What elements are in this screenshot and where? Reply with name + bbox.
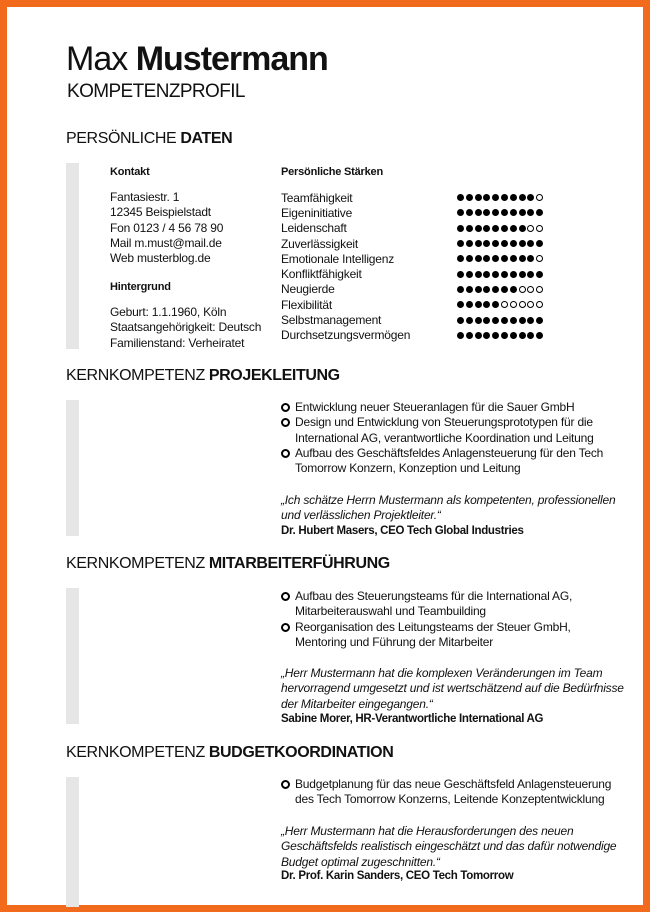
filled-dot-icon: [527, 332, 534, 339]
empty-dot-icon: [536, 194, 543, 201]
section-sidebar-bar: [66, 588, 79, 724]
rating-dots: [457, 240, 543, 247]
filled-dot-icon: [536, 209, 543, 216]
empty-dot-icon: [519, 286, 526, 293]
rating-dots: [457, 286, 543, 293]
bullet-text: Entwicklung neuer Steueranlagen für die Sauer GmbH: [295, 400, 575, 414]
filled-dot-icon: [527, 317, 534, 324]
filled-dot-icon: [492, 240, 499, 247]
strength-name: Leidenschaft: [281, 221, 347, 236]
filled-dot-icon: [510, 255, 517, 262]
filled-dot-icon: [457, 301, 464, 308]
filled-dot-icon: [536, 317, 543, 324]
filled-dot-icon: [492, 225, 499, 232]
filled-dot-icon: [483, 317, 490, 324]
filled-dot-icon: [501, 255, 508, 262]
bullet-ring-icon: [281, 780, 290, 789]
section-heading-bold: MITARBEITERFÜHRUNG: [208, 555, 390, 572]
filled-dot-icon: [475, 271, 482, 278]
section-heading-bold: PROJEKLEITUNG: [208, 367, 340, 384]
bullet-text: Aufbau des Steuerungsteams für die International AG, Mitarbeiterauswahl und Teambuilding: [295, 589, 573, 619]
filled-dot-icon: [457, 286, 464, 293]
filled-dot-icon: [457, 271, 464, 278]
rating-dots: [457, 225, 543, 232]
section-sidebar-bar: [66, 163, 79, 349]
section-sidebar-bar: [66, 400, 79, 536]
filled-dot-icon: [501, 286, 508, 293]
filled-dot-icon: [519, 209, 526, 216]
filled-dot-icon: [501, 271, 508, 278]
filled-dot-icon: [483, 301, 490, 308]
filled-dot-icon: [475, 332, 482, 339]
filled-dot-icon: [510, 225, 517, 232]
bullet-ring-icon: [281, 592, 290, 601]
filled-dot-icon: [475, 240, 482, 247]
section-heading-bold: DATEN: [180, 130, 233, 147]
rating-dots: [457, 194, 543, 201]
filled-dot-icon: [527, 271, 534, 278]
filled-dot-icon: [501, 240, 508, 247]
contact-label: Kontakt: [110, 166, 150, 178]
filled-dot-icon: [519, 194, 526, 201]
strength-row: [281, 251, 543, 266]
filled-dot-icon: [475, 286, 482, 293]
empty-dot-icon: [527, 286, 534, 293]
filled-dot-icon: [501, 317, 508, 324]
filled-dot-icon: [457, 194, 464, 201]
contact-email: Mail m.must@mail.de: [110, 235, 222, 250]
filled-dot-icon: [510, 332, 517, 339]
rating-dots: [457, 317, 543, 324]
filled-dot-icon: [475, 255, 482, 262]
bullet-text: Reorganisation des Leitungsteams der Steuer GmbH, Mentoring und Führung der Mitarbeiter: [295, 619, 571, 649]
contact-address: Fantasiestr. 1: [110, 190, 180, 204]
filled-dot-icon: [527, 209, 534, 216]
list-item: [281, 415, 615, 446]
filled-dot-icon: [466, 317, 473, 324]
filled-dot-icon: [501, 209, 508, 216]
strength-name: Zuverlässigkeit: [281, 236, 359, 251]
bullet-ring-icon: [281, 623, 290, 632]
filled-dot-icon: [492, 301, 499, 308]
strength-name: Emotionale Intelligenz: [281, 251, 395, 266]
filled-dot-icon: [457, 225, 464, 232]
rating-dots: [457, 332, 543, 339]
filled-dot-icon: [492, 332, 499, 339]
filled-dot-icon: [466, 240, 473, 247]
empty-dot-icon: [527, 225, 534, 232]
section-heading-mitarbeiterfuehrung: [66, 554, 390, 574]
filled-dot-icon: [475, 225, 482, 232]
empty-dot-icon: [536, 255, 543, 262]
filled-dot-icon: [527, 255, 534, 262]
filled-dot-icon: [519, 225, 526, 232]
filled-dot-icon: [510, 286, 517, 293]
filled-dot-icon: [466, 255, 473, 262]
strength-row: [281, 190, 543, 205]
empty-dot-icon: [536, 225, 543, 232]
testimonial-quote: „Herr Mustermann hat die Herausforderungen des neuen Geschäftsfelds realistisch eingeschätzt und das dafür notwendige Budget optimal zugeschnitten.“: [281, 824, 617, 869]
first-name: Max: [66, 40, 128, 78]
filled-dot-icon: [457, 255, 464, 262]
section-heading-light: KERNKOMPETENZ: [66, 555, 205, 572]
list-item: [281, 777, 615, 808]
document-subtitle: KOMPETENZPROFIL: [67, 81, 245, 102]
filled-dot-icon: [510, 317, 517, 324]
filled-dot-icon: [466, 301, 473, 308]
filled-dot-icon: [519, 332, 526, 339]
strength-name: Teamfähigkeit: [281, 190, 353, 205]
rating-dots: [457, 301, 543, 308]
filled-dot-icon: [501, 332, 508, 339]
bullet-ring-icon: [281, 418, 290, 427]
contact-web: Web musterblog.de: [110, 251, 211, 266]
strength-name: Durchsetzungsvermögen: [281, 328, 411, 343]
filled-dot-icon: [483, 255, 490, 262]
strength-row: [281, 282, 543, 297]
section-heading-light: PERSÖNLICHE: [66, 130, 177, 147]
filled-dot-icon: [466, 332, 473, 339]
strengths-label: Persönliche Stärken: [281, 166, 383, 178]
filled-dot-icon: [457, 240, 464, 247]
filled-dot-icon: [492, 271, 499, 278]
strengths-list: [281, 190, 543, 343]
empty-dot-icon: [536, 286, 543, 293]
list-item: [281, 446, 615, 477]
strength-row: [281, 328, 543, 343]
filled-dot-icon: [510, 271, 517, 278]
list-item: [281, 620, 615, 651]
filled-dot-icon: [519, 317, 526, 324]
filled-dot-icon: [483, 209, 490, 216]
filled-dot-icon: [466, 194, 473, 201]
filled-dot-icon: [519, 255, 526, 262]
filled-dot-icon: [501, 194, 508, 201]
filled-dot-icon: [475, 301, 482, 308]
filled-dot-icon: [466, 209, 473, 216]
filled-dot-icon: [483, 286, 490, 293]
filled-dot-icon: [492, 209, 499, 216]
filled-dot-icon: [501, 225, 508, 232]
testimonial-author: Sabine Morer, HR-Verantwortliche International AG: [281, 713, 544, 725]
rating-dots: [457, 209, 543, 216]
filled-dot-icon: [510, 209, 517, 216]
empty-dot-icon: [510, 301, 517, 308]
section-sidebar-bar: [66, 777, 79, 907]
filled-dot-icon: [475, 317, 482, 324]
bullet-list: [281, 777, 615, 808]
filled-dot-icon: [519, 271, 526, 278]
bullet-ring-icon: [281, 403, 290, 412]
strength-row: [281, 205, 543, 220]
filled-dot-icon: [492, 317, 499, 324]
bullet-list: [281, 400, 615, 476]
filled-dot-icon: [475, 209, 482, 216]
filled-dot-icon: [492, 286, 499, 293]
filled-dot-icon: [519, 240, 526, 247]
filled-dot-icon: [536, 240, 543, 247]
bullet-text: Aufbau des Geschäftsfeldes Anlagensteuerung für den Tech Tomorrow Konzern, Konzeption und Leitung: [295, 445, 604, 476]
strength-name: Flexibilität: [281, 297, 332, 312]
testimonial-author: Dr. Hubert Masers, CEO Tech Global Industries: [281, 525, 524, 537]
strength-row: [281, 297, 543, 312]
contact-city: 12345 Beispielstadt: [110, 205, 211, 220]
background-label: Hintergrund: [110, 281, 171, 293]
filled-dot-icon: [510, 240, 517, 247]
filled-dot-icon: [510, 194, 517, 201]
background-birth: Geburt: 1.1.1960, Köln: [110, 305, 227, 319]
strength-row: [281, 312, 543, 327]
filled-dot-icon: [483, 194, 490, 201]
strength-row: [281, 221, 543, 236]
section-heading-bold: BUDGETKOORDINATION: [208, 744, 394, 761]
strength-name: Eigeninitiative: [281, 205, 353, 220]
filled-dot-icon: [527, 240, 534, 247]
last-name: Mustermann: [135, 40, 328, 78]
filled-dot-icon: [457, 209, 464, 216]
testimonial-author: Dr. Prof. Karin Sanders, CEO Tech Tomorrow: [281, 870, 514, 882]
strength-name: Selbstmanagement: [281, 313, 382, 328]
filled-dot-icon: [483, 271, 490, 278]
strength-row: [281, 266, 543, 281]
filled-dot-icon: [466, 286, 473, 293]
testimonial-quote: „Ich schätze Herrn Mustermann als kompetenten, professionellen und verlässlichen Projektleiter.“: [281, 493, 616, 523]
strength-name: Neugierde: [281, 282, 335, 297]
filled-dot-icon: [492, 194, 499, 201]
filled-dot-icon: [475, 194, 482, 201]
person-name: [66, 39, 328, 79]
bullet-text: Design und Entwicklung von Steuerungsprototypen für die International AG, verantwortliche Koordination und Leitung: [295, 415, 594, 445]
contact-phone: Fon 0123 / 4 56 78 90: [110, 220, 224, 235]
bullet-text: Budgetplanung für das neue Geschäftsfeld Anlagensteuerung des Tech Tomorrow Konzerns, Leitende Konzeptentwicklung: [295, 777, 612, 807]
section-heading-projektleitung: [66, 366, 340, 386]
bullet-list: [281, 589, 615, 650]
strength-name: Konfliktfähigkeit: [281, 267, 362, 282]
filled-dot-icon: [457, 317, 464, 324]
list-item: [281, 589, 615, 620]
filled-dot-icon: [492, 255, 499, 262]
background-block: [110, 305, 261, 351]
filled-dot-icon: [466, 271, 473, 278]
filled-dot-icon: [483, 240, 490, 247]
testimonial-quote: „Herr Mustermann hat die komplexen Veränderungen im Team hervorragend umgesetzt und ist wertschätzend auf die Bedürfnisse der Mitarbeiter eingegangen.“: [281, 666, 624, 711]
empty-dot-icon: [501, 301, 508, 308]
filled-dot-icon: [527, 194, 534, 201]
section-heading-light: KERNKOMPETENZ: [66, 367, 205, 384]
bullet-ring-icon: [281, 449, 290, 458]
section-heading-budgetkoordination: [66, 743, 393, 763]
empty-dot-icon: [527, 301, 534, 308]
rating-dots: [457, 255, 543, 262]
background-marital-status: Familienstand: Verheiratet: [110, 335, 245, 350]
empty-dot-icon: [519, 301, 526, 308]
section-heading-personal: [66, 129, 232, 149]
list-item: [281, 400, 615, 415]
filled-dot-icon: [466, 225, 473, 232]
empty-dot-icon: [536, 301, 543, 308]
background-nationality: Staatsangehörigkeit: Deutsch: [110, 320, 262, 335]
filled-dot-icon: [483, 332, 490, 339]
rating-dots: [457, 271, 543, 278]
filled-dot-icon: [536, 271, 543, 278]
contact-block: [110, 190, 223, 266]
filled-dot-icon: [483, 225, 490, 232]
strength-row: [281, 236, 543, 251]
section-heading-light: KERNKOMPETENZ: [66, 744, 205, 761]
filled-dot-icon: [457, 332, 464, 339]
filled-dot-icon: [536, 332, 543, 339]
